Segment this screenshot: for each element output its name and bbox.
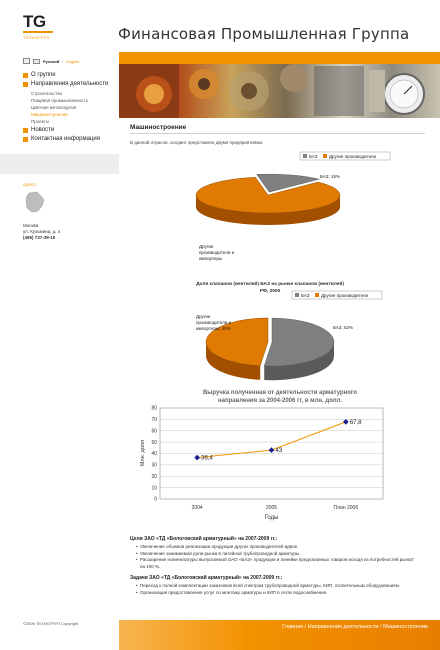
y-tick-label: 70 [151, 417, 157, 424]
pie-data-label: Другие [196, 314, 211, 319]
nav-subitem-machinery[interactable]: Машиностроение [31, 112, 68, 117]
y-tick-label: 0 [154, 496, 157, 503]
x-tick-label: 2004 [191, 505, 203, 511]
legend-label: Другие производители [329, 154, 377, 159]
y-tick-label: 40 [151, 451, 157, 458]
y-axis-label: Млн. долл [140, 439, 146, 467]
legend-label: БАЗ [301, 293, 310, 298]
nav-subitem-food[interactable]: Пищевая промышленность [31, 98, 89, 103]
pie-data-label: БАЗ; 52% [333, 325, 354, 330]
nav-item-label: Контактная информация [31, 136, 100, 142]
legend-label: Другие производители [321, 293, 369, 298]
legend-swatch [315, 293, 319, 297]
x-axis-label: Годы [264, 515, 279, 521]
list-item: • Увеличение занимаемой доли рынка в литейной трубопроводной арматуры. [136, 551, 420, 558]
list-item: • Увеличение объемов реализации продукции других производителей вдвое. [136, 544, 420, 551]
data-label: 67,8 [349, 419, 362, 426]
breadcrumb-sep: / [378, 624, 384, 630]
logo-subtitle: ТЕХНОГРУП [23, 35, 50, 40]
address-label: АДРЕС [23, 182, 37, 187]
nav-item-label: Направления деятельности [31, 81, 109, 87]
chart-title: Доля клапанов (вентилей) БАЗ на рынке клапанов (вентилей) [196, 282, 344, 287]
lang-separator: / [62, 58, 64, 64]
breadcrumb-current: Машиностроение [383, 624, 428, 630]
page-title: Машиностроение [130, 124, 187, 131]
breadcrumb-home[interactable]: Главная [282, 624, 303, 630]
nav-subitem-projects[interactable]: Проекты [31, 119, 50, 124]
nav-subitem-construction[interactable]: Строительство [31, 91, 63, 96]
breadcrumb [282, 624, 428, 630]
address-city: Москва [23, 223, 39, 228]
list-item: • Расширение номенклатуры выпускаемой ОАО «БАЗ» продукции и линейки предлагаемых товаров исходя из потребностей рынка" на 100 %. [136, 557, 420, 570]
pie-data-label: импортеры [199, 256, 223, 261]
intro-text: В данной отрасли, холдинг представлен двумя предприятиями. [130, 140, 264, 145]
chart-title: Выручка полученная от деятельности арматурного [202, 390, 358, 396]
pie-data-label: импортеры; 48% [196, 326, 231, 331]
copyright: ©2006 ТЕХНОГРУП Copyright [23, 621, 79, 626]
legend-swatch [323, 154, 327, 158]
data-label: 36,4 [201, 455, 213, 462]
tasks-title: Задачи ЗАО «ТД «Бологовский арматурный» на 2007-2009 гг.: [130, 575, 283, 581]
chart-title: направления за 2004-2006 гг, в млн. долл. [218, 398, 342, 404]
footer-left [0, 620, 119, 650]
logo-text: TG [23, 12, 46, 31]
goals-title: Цели ЗАО «ТД «Бологовский арматурный» на 2007-2009 гг.: [130, 536, 278, 542]
y-tick-label: 50 [151, 439, 157, 446]
goals-list [130, 544, 420, 570]
nav-item-label: Новости [31, 127, 55, 133]
address-street: ул. Кузьмина, д. 4 [23, 229, 61, 234]
legend-label: БАЗ [309, 154, 318, 159]
chart-title: РФ, 2005 [259, 289, 281, 294]
data-label: 43 [275, 448, 283, 455]
legend-swatch [295, 293, 299, 297]
y-tick-label: 30 [151, 462, 157, 469]
legend-swatch [303, 154, 307, 158]
site-title: Финансовая Промышленная Группа [118, 25, 410, 43]
address-phone: (495) 737-39-10 [23, 235, 56, 240]
y-tick-label: 80 [151, 405, 157, 412]
pie-data-label: производители и [199, 250, 235, 255]
y-tick-label: 60 [151, 428, 157, 435]
lang-english[interactable]: English [66, 58, 80, 64]
breadcrumb-sep: / [303, 624, 308, 630]
x-tick-label: План 2006 [333, 505, 359, 511]
x-tick-label: 2005 [265, 505, 278, 511]
y-tick-label: 20 [151, 473, 157, 480]
nav-subitem-metallurgy[interactable]: Цветная металлургия [31, 105, 77, 110]
nav-item-label: О группе [31, 72, 56, 78]
list-item: • Организация предоставления услуг по монтажу арматуры и КИП в сетях водоснабжения. [136, 590, 420, 597]
footer-breadcrumb-band [119, 620, 440, 650]
tasks-list [130, 583, 420, 596]
goals-and-tasks [130, 536, 420, 601]
pie-data-label: производители и [196, 320, 232, 325]
y-tick-label: 10 [151, 485, 157, 492]
list-item: • Переход к полной комплектации заказчиков всей спектром трубопроводной арматуры, КИП, отопительным оборудованием. [136, 583, 420, 590]
pie-data-label: Другие [199, 244, 214, 249]
breadcrumb-directions[interactable]: Направления деятельности [307, 624, 379, 630]
footer [0, 620, 440, 650]
lang-russian[interactable]: Русский [43, 58, 60, 64]
pie-data-label: БАЗ; 15% [320, 174, 341, 179]
